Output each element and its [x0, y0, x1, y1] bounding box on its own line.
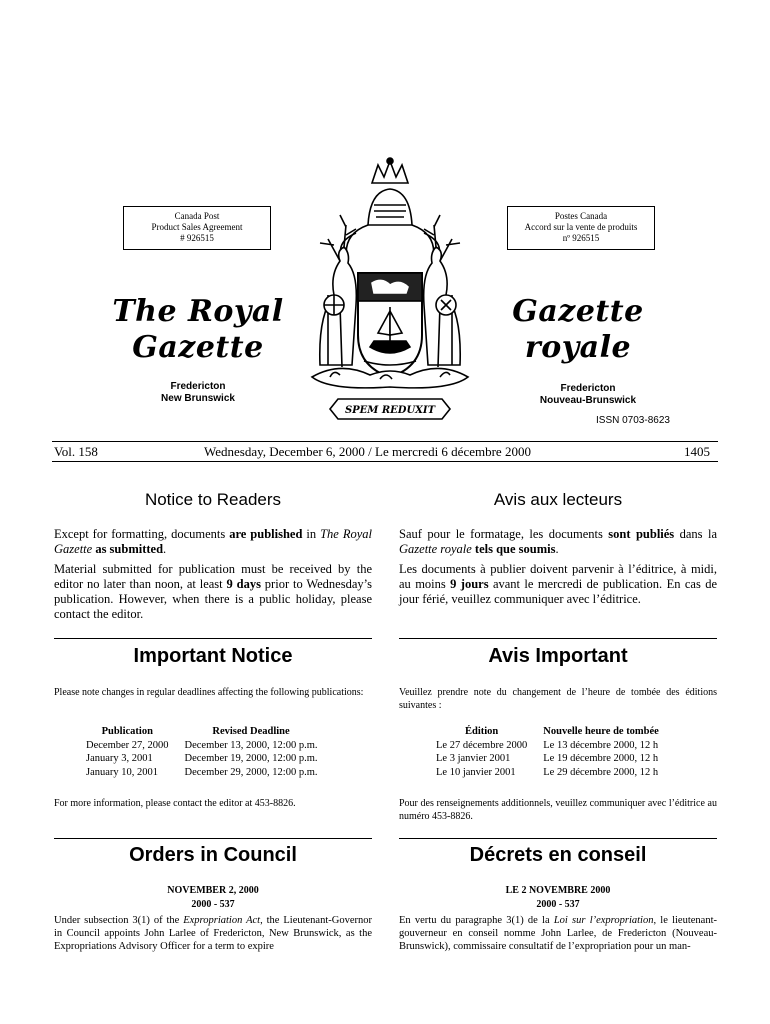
issue-date: Wednesday, December 6, 2000 / Le mercredi 6 décembre 2000: [204, 444, 531, 459]
text: sont publiés: [608, 527, 675, 541]
table-header-row: [78, 725, 326, 739]
motto-text: SPEM REDUXIT: [344, 405, 436, 416]
table-row: [428, 739, 667, 753]
column-header: Nouvelle heure de tombée: [543, 726, 659, 737]
text: Expropriation Act: [183, 915, 261, 926]
table-row: [78, 752, 326, 766]
box-line: Product Sales Agreement: [151, 222, 243, 232]
heading-notice-readers-en: Notice to Readers: [144, 490, 282, 509]
text: , the Lieutenant-Governor in Council appoints John Larlee of Fredericton, New Brunswick, as the Expropriations Advisory Officer for a term to expire: [54, 915, 372, 952]
table-header-row: [428, 725, 667, 739]
text: avant le mercredi de publication. En cas de jour férié, veuillez communiquer avec l’éditrice.: [399, 577, 717, 606]
text: 9 jours: [450, 577, 489, 591]
canada-post-box-fr: [507, 206, 655, 250]
volume: Vol. 158: [54, 444, 98, 459]
text: as submitted: [95, 542, 164, 556]
title-line: The Royal: [112, 294, 284, 329]
section-rule: [399, 638, 717, 639]
text: .: [555, 542, 559, 556]
gazette-title-en: [100, 294, 296, 366]
issn: ISSN 0703-8623: [596, 415, 670, 426]
text: En vertu du paragraphe 3(1) de la: [399, 915, 554, 926]
section-rule: [54, 838, 372, 839]
paragraph: [54, 527, 372, 557]
text: 9 days: [226, 577, 261, 591]
text: Loi sur l’expropriation: [553, 915, 654, 926]
text: Gazette royale: [399, 542, 472, 556]
cell: December 29, 2000, 12:00 p.m.: [184, 766, 318, 778]
cell: Le 13 décembre 2000, 12 h: [543, 739, 659, 751]
text: Except for formatting, documents: [54, 527, 230, 541]
text: .: [163, 542, 167, 556]
box-line: # 926515: [180, 233, 214, 243]
text: Les documents à publier doivent parvenir à l’éditrice, à midi, au moins: [399, 562, 717, 591]
text: Under subsection 3(1) of the: [54, 915, 184, 926]
order-number-fr: 2000 - 537: [536, 899, 580, 910]
text: prior to Wednesday’s publication. However, when there is a public holiday, please contact the editor.: [54, 577, 372, 621]
notice-readers-fr: [399, 527, 717, 612]
column-header: Publication: [101, 726, 153, 737]
box-line: Canada Post: [174, 211, 220, 221]
text: are published: [229, 527, 303, 541]
text: The Royal Gazette: [54, 527, 372, 556]
place-en: [140, 381, 256, 405]
table-row: [78, 739, 326, 753]
paragraph: [399, 527, 717, 557]
text: Sauf pour le formatage, les documents: [399, 527, 609, 541]
masthead-rule-bottom: [52, 461, 718, 462]
section-rule: [54, 638, 372, 639]
cell: Le 29 décembre 2000, 12 h: [543, 766, 659, 778]
title-line: Gazette: [512, 294, 644, 329]
heading-important-fr: Avis Important: [488, 645, 628, 667]
cell: December 27, 2000: [86, 739, 169, 751]
paragraph: [399, 562, 717, 607]
paragraph: [54, 562, 372, 622]
cell: January 3, 2001: [86, 753, 153, 764]
order-date-en: NOVEMBER 2, 2000: [167, 885, 259, 896]
canada-post-box-en: [123, 206, 271, 250]
order-body-fr: [399, 914, 717, 953]
gazette-title-fr: [480, 294, 676, 366]
column-header: Revised Deadline: [212, 726, 290, 737]
deadline-table-en: [78, 725, 326, 779]
cell: Le 27 décembre 2000: [436, 739, 528, 751]
box-line: nº 926515: [562, 233, 600, 243]
important-footer-en: For more information, please contact the editor at 453-8826.: [54, 798, 296, 809]
heading-important-en: Important Notice: [133, 645, 293, 667]
column-header: Édition: [465, 726, 499, 737]
title-line: royale: [524, 330, 632, 365]
table-row: [428, 752, 667, 766]
text: dans la: [674, 527, 717, 541]
place-line: Fredericton: [560, 383, 616, 394]
cell: Le 19 décembre 2000, 12 h: [543, 753, 659, 764]
text: Material submitted for publication must be received by the editor no later than noon, at least: [54, 562, 372, 591]
page-number: 1405: [684, 444, 710, 459]
important-intro-fr: Veuillez prendre note du changement de l’heure de tombée des éditions suivantes :: [399, 687, 717, 711]
important-intro-en: Please note changes in regular deadlines affecting the following publications:: [54, 687, 364, 698]
text: , le lieutenant-gouverneur en conseil nomme John Larlee, de Fredericton (Nouveau-Brunswick), commissaire consultatif de l’expropriation pour un man-: [399, 915, 717, 952]
text: tels que soumis: [474, 542, 556, 556]
order-body-en: [54, 914, 372, 953]
heading-orders-en: Orders in Council: [129, 844, 297, 866]
text: in: [302, 527, 321, 541]
table-row: [78, 766, 326, 780]
coat-of-arms-icon: [300, 155, 480, 423]
table-row: [428, 766, 667, 780]
heading-notice-readers-fr: Avis aux lecteurs: [493, 490, 623, 509]
heading-orders-fr: Décrets en conseil: [469, 844, 647, 866]
notice-readers-en: [54, 527, 372, 627]
order-number-en: 2000 - 537: [191, 899, 235, 910]
masthead-rule-top: [52, 441, 718, 442]
cell: Le 10 janvier 2001: [436, 766, 516, 778]
box-line: Accord sur la vente de produits: [524, 222, 638, 232]
deadline-table-fr: [428, 725, 667, 779]
box-line: Postes Canada: [554, 211, 608, 221]
place-line: New Brunswick: [161, 393, 235, 404]
order-date-fr: LE 2 NOVEMBRE 2000: [505, 885, 611, 896]
cell: December 13, 2000, 12:00 p.m.: [184, 739, 318, 751]
place-line: Nouveau-Brunswick: [539, 395, 637, 406]
place-line: Fredericton: [170, 381, 226, 392]
section-rule: [399, 838, 717, 839]
important-footer-fr: Pour des renseignements additionnels, veuillez communiquer avec l’éditrice au numéro 453-8826.: [399, 798, 717, 822]
cell: Le 3 janvier 2001: [436, 753, 511, 764]
place-fr: [520, 383, 656, 407]
title-line: Gazette: [132, 330, 264, 365]
cell: January 10, 2001: [86, 766, 159, 778]
cell: December 19, 2000, 12:00 p.m.: [184, 753, 318, 764]
